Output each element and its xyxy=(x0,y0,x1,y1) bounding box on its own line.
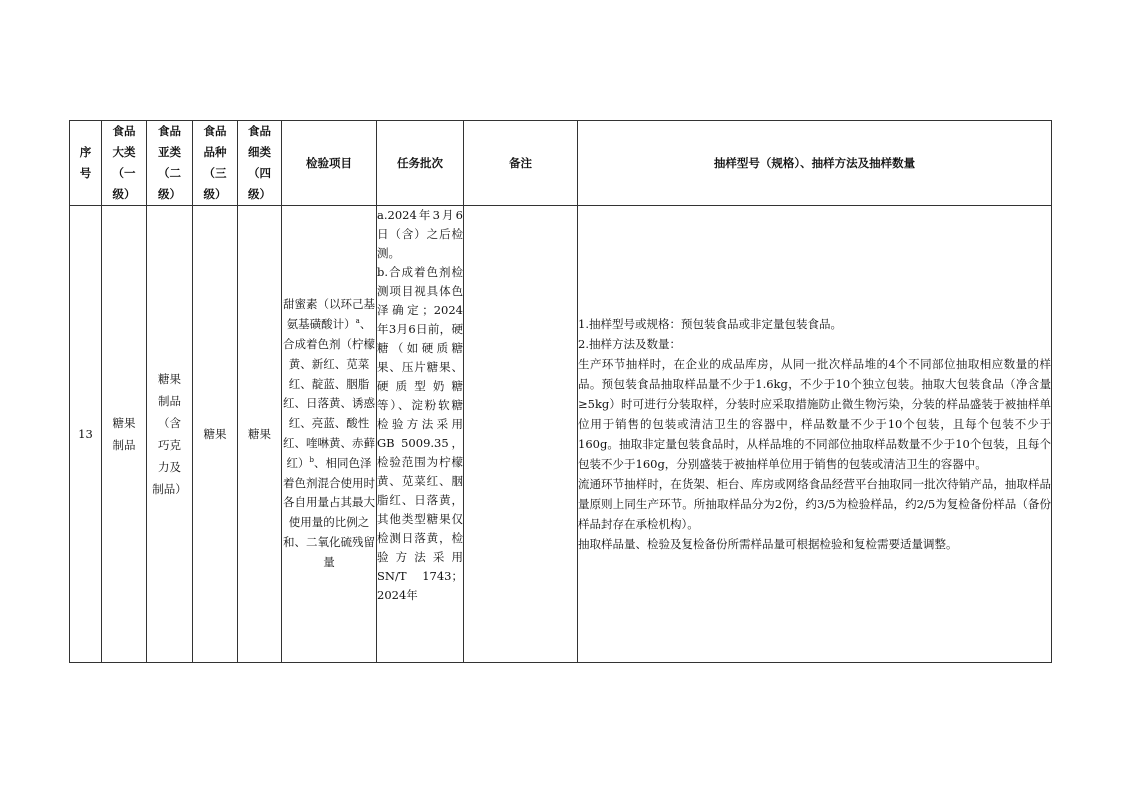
cell-category-level1: 糖果 制品 xyxy=(102,206,147,663)
cell-category-level3: 糖果 xyxy=(193,206,238,663)
method-paragraph: 流通环节抽样时，在货架、柜台、库房或网络食品经营平台抽取同一批次待销产品，抽取样品量原则上同生产环节。所抽取样品分为2份，约3/5为检验样品，约2/5为复检备份样品（备份样品封存在承检机构）。 xyxy=(578,477,1051,531)
header-seq: 序 号 xyxy=(70,121,102,206)
header-test-items: 检验项目 xyxy=(282,121,377,206)
cell-task-batch: a.2024年3月6日（含）之后检测。 b.合成着色剂检测项目视具体色泽确定；2024年3月6日前，硬糖（如硬质糖果、压片糖果、硬质型奶糖等）、淀粉软糖检验方法采用GB 5009.35，检验范围为柠檬黄、苋菜红、胭脂红、日落黄，其他类型糖果仅检测日落黄，检验方法采用SN/T 1743；2024年 xyxy=(377,206,464,663)
cell-remark xyxy=(464,206,578,663)
sampling-table xyxy=(69,120,1052,663)
cell-test-items: 甜蜜素（以环己基氨基磺酸计）$^a$、合成着色剂（柠檬黄、新红、苋菜红、靛蓝、胭脂红、日落黄、诱惑红、亮蓝、酸性红、喹啉黄、赤藓红）$^b$、相同色泽着色剂混合使用时各自用量占其最大使用量的比例之和、二氧化硫残留量 xyxy=(282,206,377,663)
method-paragraph: 2.抽样方法及数量： xyxy=(578,337,681,351)
header-remark: 备注 xyxy=(464,121,578,206)
header-task-batch: 任务批次 xyxy=(377,121,464,206)
cell-sampling-method xyxy=(578,206,1052,663)
cell-category-level4: 糖果 xyxy=(238,206,282,663)
cell-category-level2: 糖果 制品 （含 巧克 力及 制品） xyxy=(147,206,193,663)
header-category-level2: 食品 亚类 （二 级） xyxy=(147,121,193,206)
header-category-level4: 食品 细类 （四 级） xyxy=(238,121,282,206)
header-category-level1: 食品 大类 （一 级） xyxy=(102,121,147,206)
header-sampling-method: 抽样型号（规格）、抽样方法及抽样数量 xyxy=(578,121,1052,206)
table-row xyxy=(70,206,1052,663)
method-paragraph: 生产环节抽样时，在企业的成品库房，从同一批次样品堆的4个不同部位抽取相应数量的样品。预包装食品抽取样品量不少于1.6kg，不少于10个独立包装。抽取大包装食品（净含量≥5kg）时可进行分装取样，分装时应采取措施防止微生物污染，分装的样品盛装于被抽样单位用于销售的包装或清洁卫生的容器中，样品数量不少于10个包装，且每个包装不少于160g。抽取非定量包装食品时，从样品堆的不同部位抽取样品数量不少于10个包装，且每个包装不少于160g，分别盛装于被抽样单位用于销售的包装或清洁卫生的容器中。 xyxy=(578,357,1051,471)
cell-seq: 13 xyxy=(70,206,102,663)
method-paragraph: 1.抽样型号或规格：预包装食品或非定量包装食品。 xyxy=(578,317,842,331)
header-row xyxy=(70,121,1052,206)
header-category-level3: 食品 品种 （三 级） xyxy=(193,121,238,206)
method-paragraph: 抽取样品量、检验及复检备份所需样品量可根据检验和复检需要适量调整。 xyxy=(578,537,958,551)
